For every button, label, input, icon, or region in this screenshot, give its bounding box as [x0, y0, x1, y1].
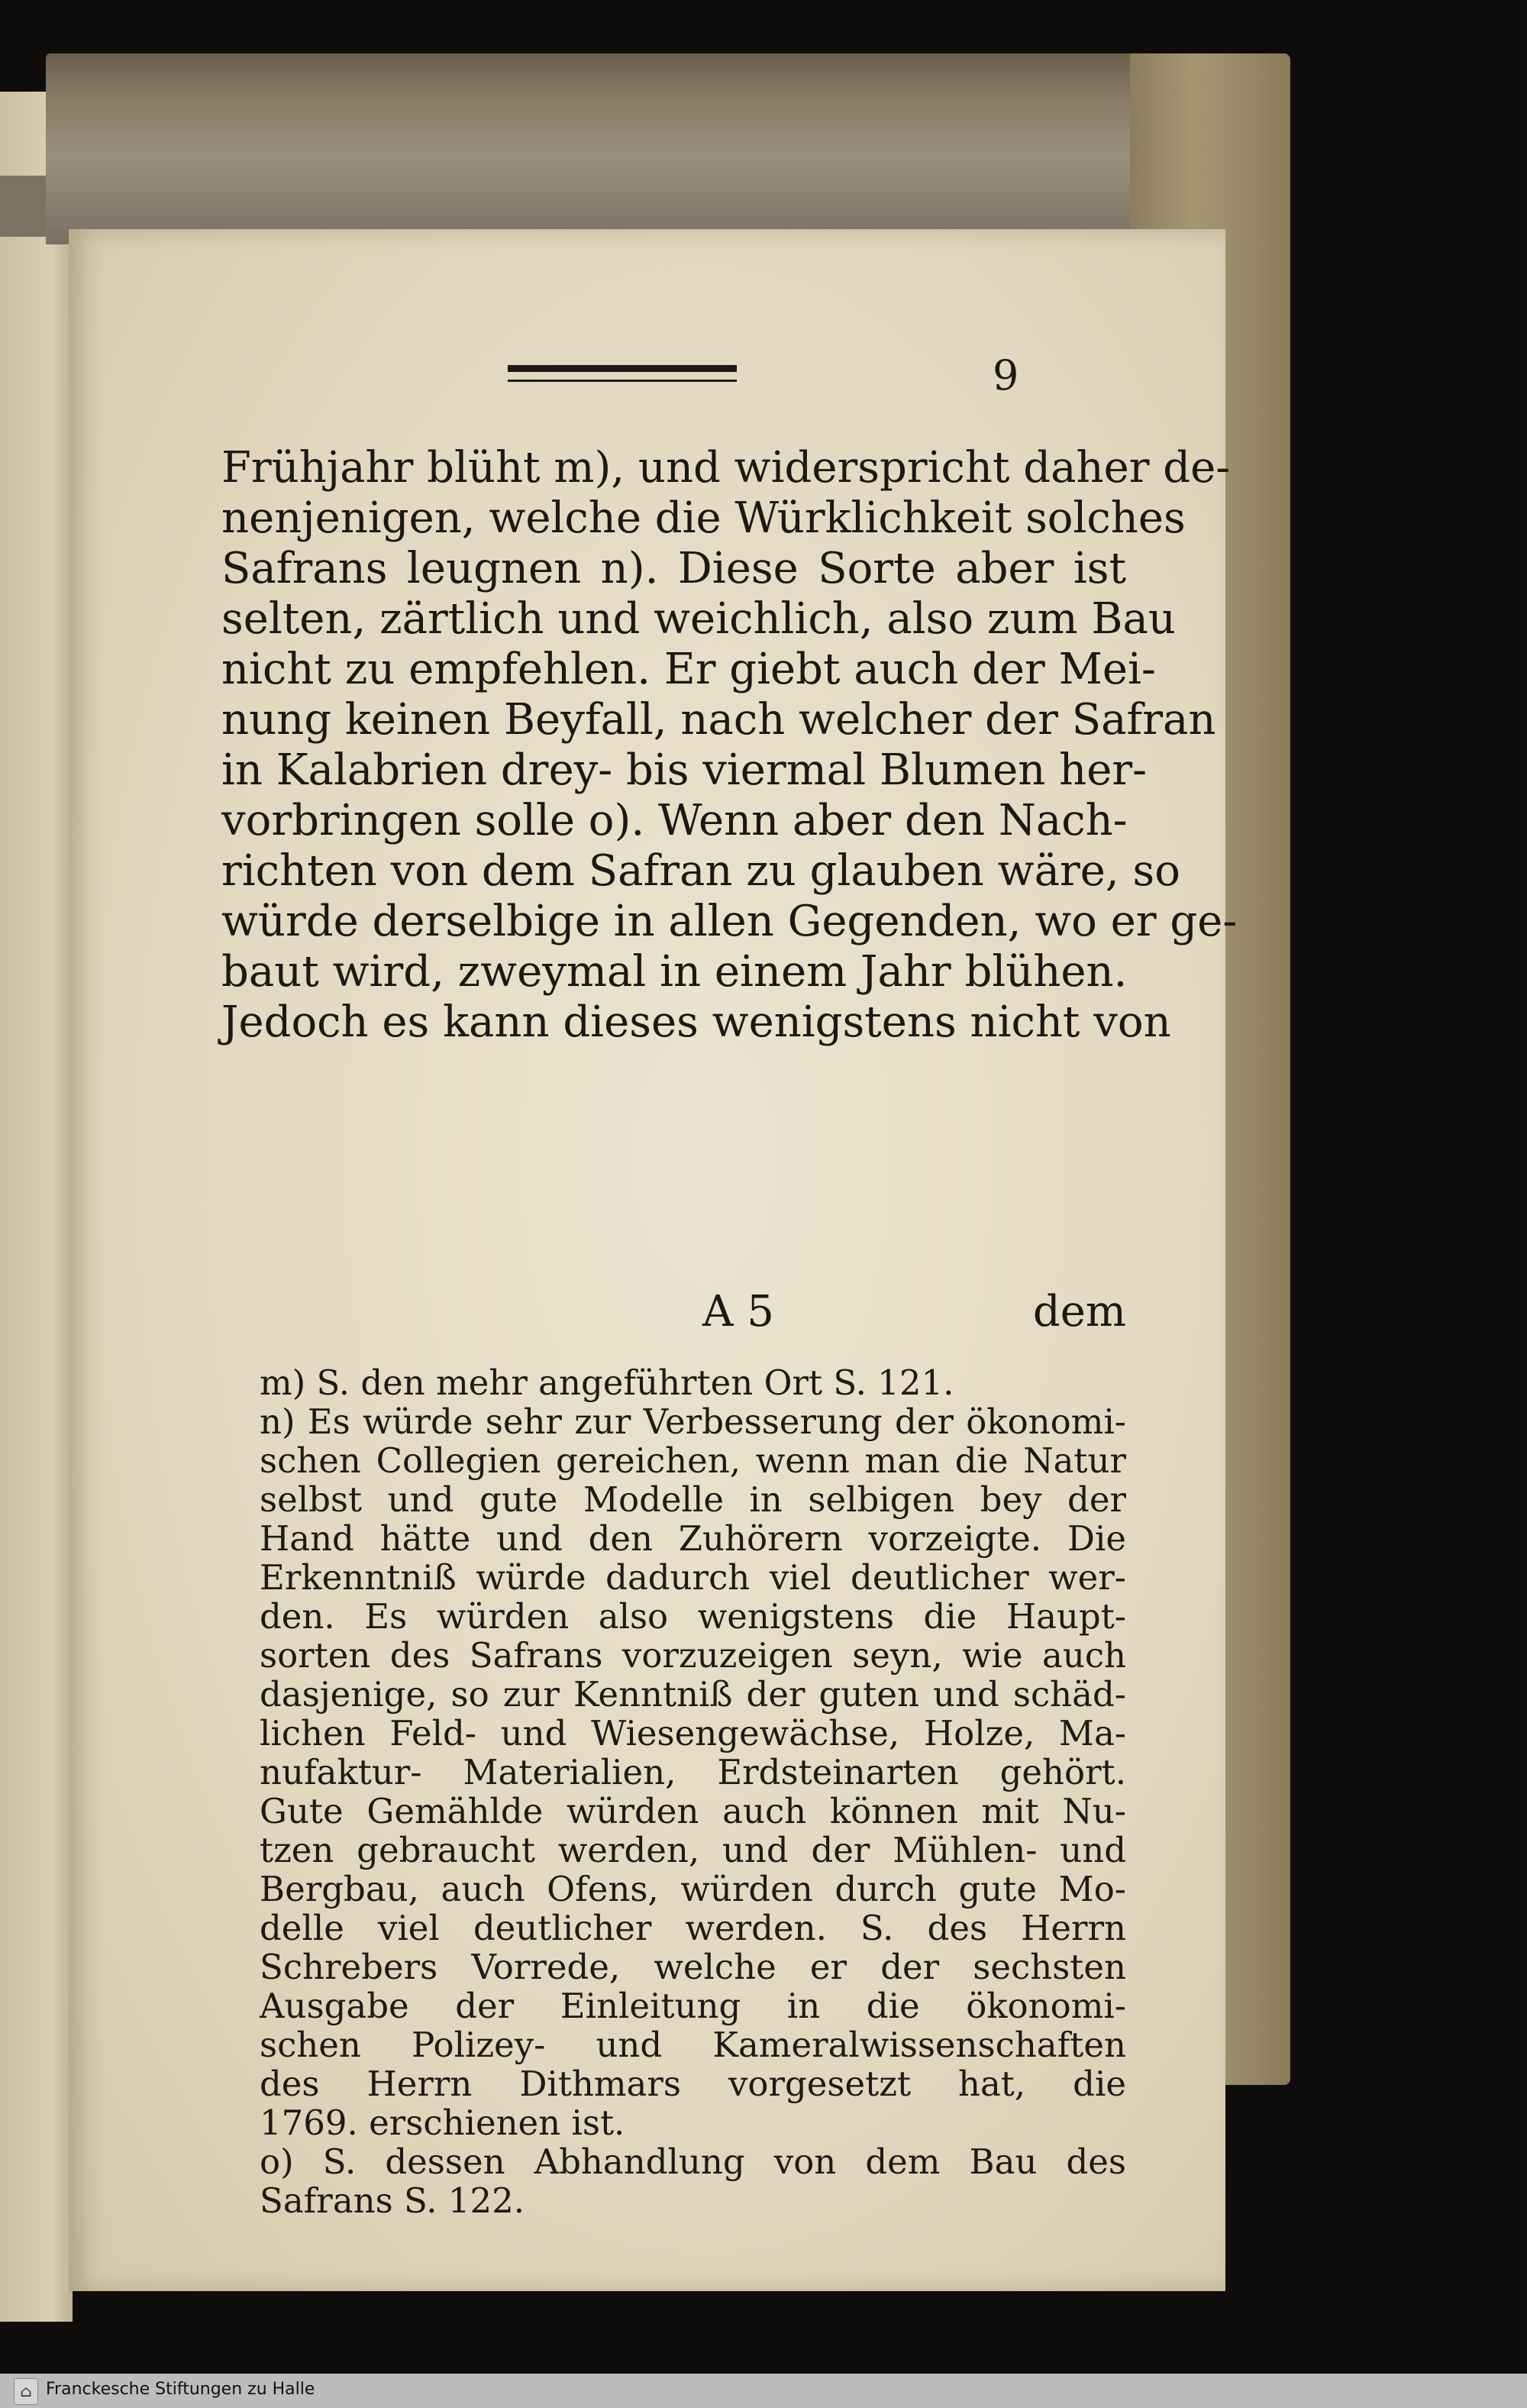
- page-header: [69, 351, 1225, 412]
- footnote-line: schen Polizey- und Kameralwissenschaften: [260, 2025, 1126, 2065]
- text-line: richten von dem Safran zu glauben wäre, so: [221, 846, 1180, 896]
- footnote-line: selbst und gute Modelle in selbigen bey der: [260, 1479, 1126, 1520]
- text-line: Frühjahr blüht m), und widerspricht daher de-: [221, 443, 1231, 493]
- footnotes: [260, 1363, 1126, 2220]
- footnote-m: m) S. den mehr angeführten Ort S. 121.: [260, 1362, 954, 1403]
- footnote-line: sorten des Safrans vorzuzeigen seyn, wie auch: [260, 1635, 1126, 1676]
- footnote-line: Gute Gemählde würden auch können mit Nu-: [260, 1791, 1126, 1831]
- footnote-line: Safrans S. 122.: [260, 2180, 525, 2221]
- footer-credit: Franckesche Stiftungen zu Halle: [46, 2380, 315, 2399]
- text-line: selten, zärtlich und weichlich, also zum Bau: [221, 594, 1176, 644]
- text-line: nenjenigen, welche die Würklichkeit solches: [221, 493, 1186, 543]
- page-number: 9: [993, 351, 1019, 399]
- footnote-line: Ausgabe der Einleitung in die ökonomi-: [260, 1986, 1126, 2026]
- text-line: nicht zu empfehlen. Er giebt auch der Mei-: [221, 645, 1156, 694]
- footnote-n: n) Es würde sehr zur Verbesserung der ökonomi-: [260, 1401, 1126, 1442]
- footnote-line: nufaktur- Materialien, Erdsteinarten gehört.: [260, 1752, 1126, 1792]
- text-line: nung keinen Beyfall, nach welcher der Safran: [221, 695, 1216, 745]
- text-line: würde derselbige in allen Gegenden, wo er ge-: [221, 897, 1238, 946]
- footnote-line: Schrebers Vorrede, welche er der sechsten: [260, 1947, 1126, 1987]
- footnote-line: den. Es würden also wenigstens die Haupt-: [260, 1596, 1126, 1637]
- footnote-line: tzen gebraucht werden, und der Mühlen- und: [260, 1830, 1126, 1870]
- footnote-line: delle viel deutlicher werden. S. des Herrn: [260, 1908, 1126, 1948]
- footnote-line: des Herrn Dithmars vorgesetzt hat, die: [260, 2064, 1126, 2104]
- footnote-line: Bergbau, auch Ofens, würden durch gute Mo-: [260, 1869, 1126, 1909]
- franckesche-logo-icon: ⌂: [14, 2378, 38, 2405]
- main-text: [221, 443, 1238, 1048]
- text-line: vorbringen solle o). Wenn aber den Nach-: [221, 796, 1128, 845]
- text-line: in Kalabrien drey- bis viermal Blumen her-: [221, 745, 1148, 795]
- footnote-line: 1769. erschienen ist.: [260, 2103, 625, 2143]
- signature-mark: A 5: [702, 1287, 774, 1337]
- footnote-line: schen Collegien gereichen, wenn man die Natur: [260, 1440, 1126, 1481]
- text-line: Safrans leugnen n). Diese Sorte aber ist: [221, 544, 1126, 593]
- text-line: baut wird, zweymal in einem Jahr blühen.: [221, 947, 1128, 997]
- left-page-edge: [0, 92, 73, 2322]
- footnote-line: lichen Feld- und Wiesengewächse, Holze, Ma-: [260, 1713, 1126, 1753]
- signature-line: [221, 1287, 1126, 1340]
- footnote-o: o) S. dessen Abhandlung von dem Bau des: [260, 2141, 1126, 2182]
- footnote-line: Erkenntniß würde dadurch viel deutlicher wer-: [260, 1557, 1126, 1598]
- header-rule: [508, 365, 737, 382]
- footer-bar: [0, 2374, 1527, 2408]
- footnote-line: Hand hätte und den Zuhörern vorzeigte. Die: [260, 1518, 1126, 1559]
- footnote-line: dasjenige, so zur Kenntniß der guten und schäd-: [260, 1674, 1126, 1715]
- text-line: Jedoch es kann dieses wenigstens nicht von: [221, 997, 1171, 1047]
- book-top-edge: [46, 53, 1237, 244]
- book-page: [69, 229, 1238, 2291]
- catchword: dem: [1032, 1287, 1126, 1337]
